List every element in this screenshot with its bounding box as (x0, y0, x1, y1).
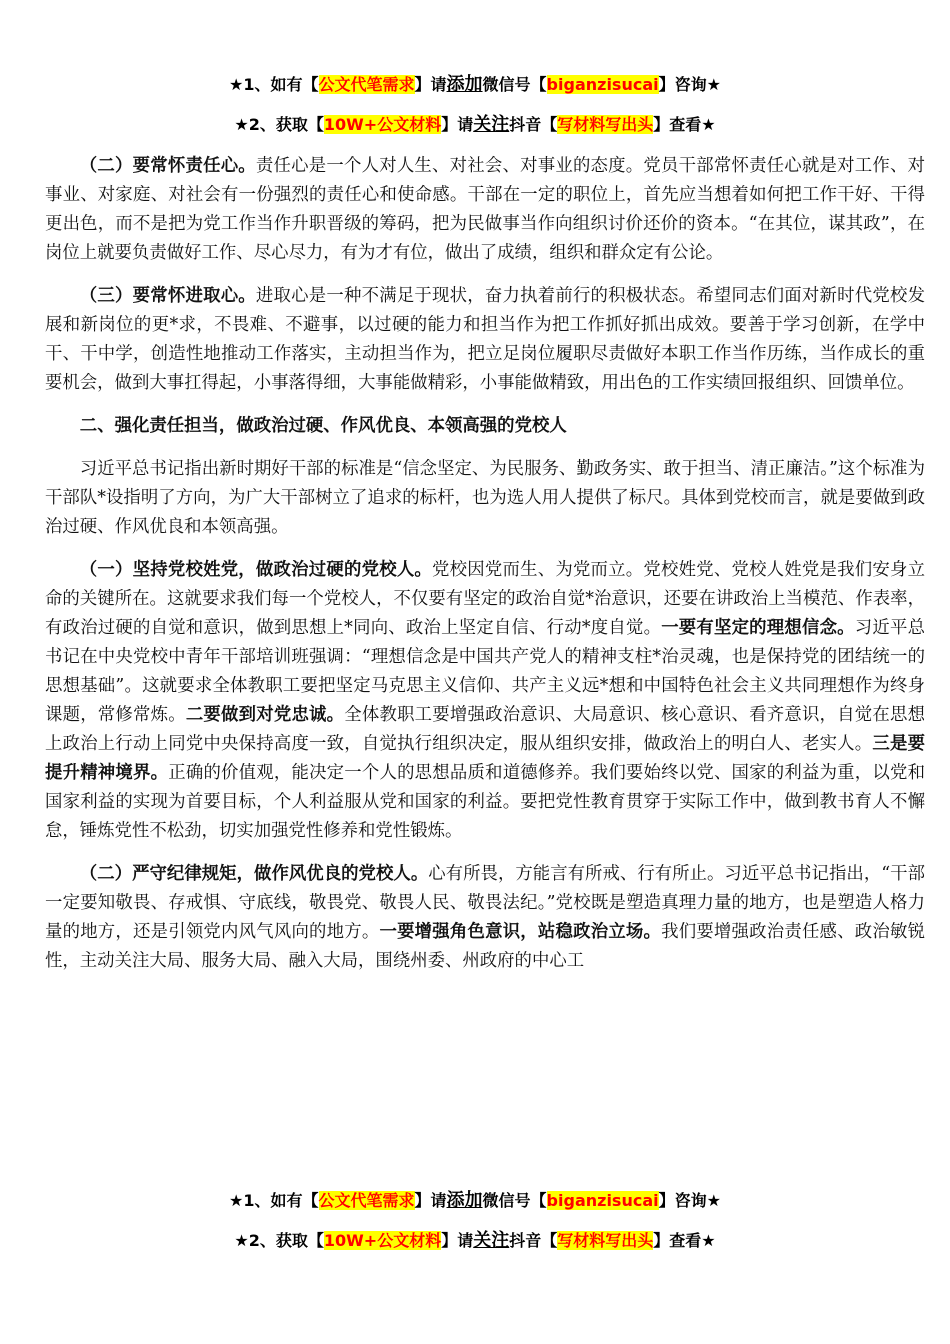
banner-text: 】请 (414, 1191, 447, 1210)
banner-underline: 关注 (473, 114, 510, 135)
banner-text: 】请 (441, 115, 474, 134)
banner-text: 】查看★ (653, 1231, 716, 1250)
paragraph-text: 正确的价值观，能决定一个人的思想品质和道德修养。我们要始终以党、国家的利益为重，以党和国家利益的实现为首要目标，个人利益服从党和国家的利益。要把党性教育贯穿于实际工作中，做到教书育人不懈怠，锤炼党性不松劲，切实加强党性修养和党性锻炼。 (45, 763, 925, 841)
banner-text: 抖音【 (509, 115, 558, 134)
banner-text: 】查看★ (653, 115, 716, 134)
banner-text: ★1、如有【 (229, 1191, 319, 1210)
banner-highlight: 写材料写出头 (557, 115, 654, 134)
banner-top-line-1 (0, 70, 950, 96)
banner-highlight: 公文代笔需求 (318, 75, 415, 94)
paragraph-discipline (45, 860, 925, 976)
banner-top-line-2 (0, 110, 950, 136)
banner-underline: 关注 (473, 1230, 510, 1251)
banner-text: 微信号【 (482, 75, 547, 94)
banner-highlight: biganzisucai (546, 75, 659, 94)
banner-text: 微信号【 (482, 1191, 547, 1210)
paragraph-lead: （二）严守纪律规矩，做作风优良的党校人。 (79, 864, 429, 884)
banner-text: 】请 (441, 1231, 474, 1250)
paragraph-text: 责任心是一个人对人生、对社会、对事业的态度。党员干部常怀责任心就是对工作、对事业、对家庭、对社会有一份强烈的责任心和使命感。干部在一定的职位上，首先应当想着如何把工作干好、干得更出色，而不是把为党工作当作升职晋级的筹码，把为民做事当作向组织讨价还价的资本。“在其位，谋其政”，在岗位上就要负责做好工作、尽心尽力，有为才有位，做出了成绩，组织和群众定有公论。 (45, 156, 925, 263)
banner-text: 】请 (414, 75, 447, 94)
paragraph-political (45, 556, 925, 846)
paragraph-intro: 习近平总书记指出新时期好干部的标准是“信念坚定、为民服务、勤政务实、敢于担当、清正廉洁。”这个标准为干部队*设指明了方向，为广大干部树立了追求的标杆，也为选人用人提供了标尺。具体到党校而言，就是要做到政治过硬、作风优良和本领高强。 (45, 459, 925, 537)
paragraph-bold-point: 二要做到对党忠诚。 (185, 705, 345, 725)
paragraph-lead: （二）要常怀责任心。 (79, 156, 256, 176)
paragraph-enterprise (45, 282, 925, 398)
banner-bottom-line-2 (0, 1226, 950, 1252)
paragraph-text: 心有所畏，方能言有所戒、行有所止。习近平总书记指出，“干部一定要知敬畏、存戒惧、守底线，敬畏党、敬畏人民、敬畏法纪。”党校既是塑造真理力量的地方，也是塑造人格力量的地方，还是引领党内风气风向的地方。 (45, 864, 925, 942)
banner-text: 】咨询★ (658, 1191, 721, 1210)
paragraph-text: 进取心是一种不满足于现状，奋力执着前行的积极状态。希望同志们面对新时代党校发展和新岗位的更*求，不畏难、不避事，以过硬的能力和担当作为把工作抓好抓出成效。要善于学习创新，在学中干、干中学，创造性地推动工作落实，主动担当作为，把立足岗位履职尽责做好本职工作当作历练，当作成长的重要机会，做到大事扛得起，小事落得细，大事能做精彩，小事能做精致，用出色的工作实绩回报组织、回馈单位。 (45, 286, 925, 393)
paragraph-lead: （一）坚持党校姓党，做政治过硬的党校人。 (79, 560, 433, 580)
banner-highlight: 10W+公文材料 (323, 115, 442, 134)
paragraph-lead: （三）要常怀进取心。 (79, 286, 256, 306)
banner-text: ★1、如有【 (229, 75, 319, 94)
paragraph-responsibility (45, 152, 925, 268)
paragraph-text: 我们要增强政治责任感、政治敏锐性，主动关注大局、服务大局、融入大局，围绕州委、州政府的中心工 (45, 922, 925, 971)
paragraph-text: 全体教职工要增强政治意识、大局意识、核心意识、看齐意识，自觉在思想上政治上行动上同党中央保持高度一致，自觉执行组织决定，服从组织安排，做政治上的明白人、老实人。 (45, 705, 925, 754)
banner-bottom-line-1 (0, 1186, 950, 1212)
section-heading: 二、强化责任担当，做政治过硬、作风优良、本领高强的党校人 (79, 416, 567, 436)
banner-highlight: biganzisucai (546, 1191, 659, 1210)
banner-highlight: 写材料写出头 (557, 1231, 654, 1250)
banner-text: ★2、获取【 (234, 1231, 324, 1250)
banner-text: ★2、获取【 (234, 115, 324, 134)
banner-highlight: 10W+公文材料 (323, 1231, 442, 1250)
banner-text: 】咨询★ (658, 75, 721, 94)
paragraph-text: 党校因党而生、为党而立。党校姓党、党校人姓党是我们安身立命的关键所在。这就要求我们每一个党校人，不仅要有坚定的政治自觉*治意识，还要在讲政治上当模范、作表率，有政治过硬的自觉和意识，做到思想上*同向、政治上坚定自信、行动*度自觉。 (45, 560, 925, 638)
paragraph-bold-point: 一要增强角色意识，站稳政治立场。 (379, 922, 662, 942)
paragraph-text: 习近平总书记在中央党校中青年干部培训班强调：“理想信念是中国共产党人的精神支柱*治灵魂，也是保持党的团结统一的思想基础”。这就要求全体教职工要把坚定马克思主义信仰、共产主义远*想和中国特色社会主义共同理想作为终身课题，常修常炼。 (45, 618, 925, 725)
banner-underline: 添加 (446, 1190, 483, 1211)
banner-highlight: 公文代笔需求 (318, 1191, 415, 1210)
banner-underline: 添加 (446, 74, 483, 95)
document-body (45, 152, 925, 990)
paragraph-bold-point: 三是要提升精神境界。 (45, 734, 925, 783)
paragraph-bold-point: 一要有坚定的理想信念。 (661, 618, 855, 638)
banner-text: 抖音【 (509, 1231, 558, 1250)
